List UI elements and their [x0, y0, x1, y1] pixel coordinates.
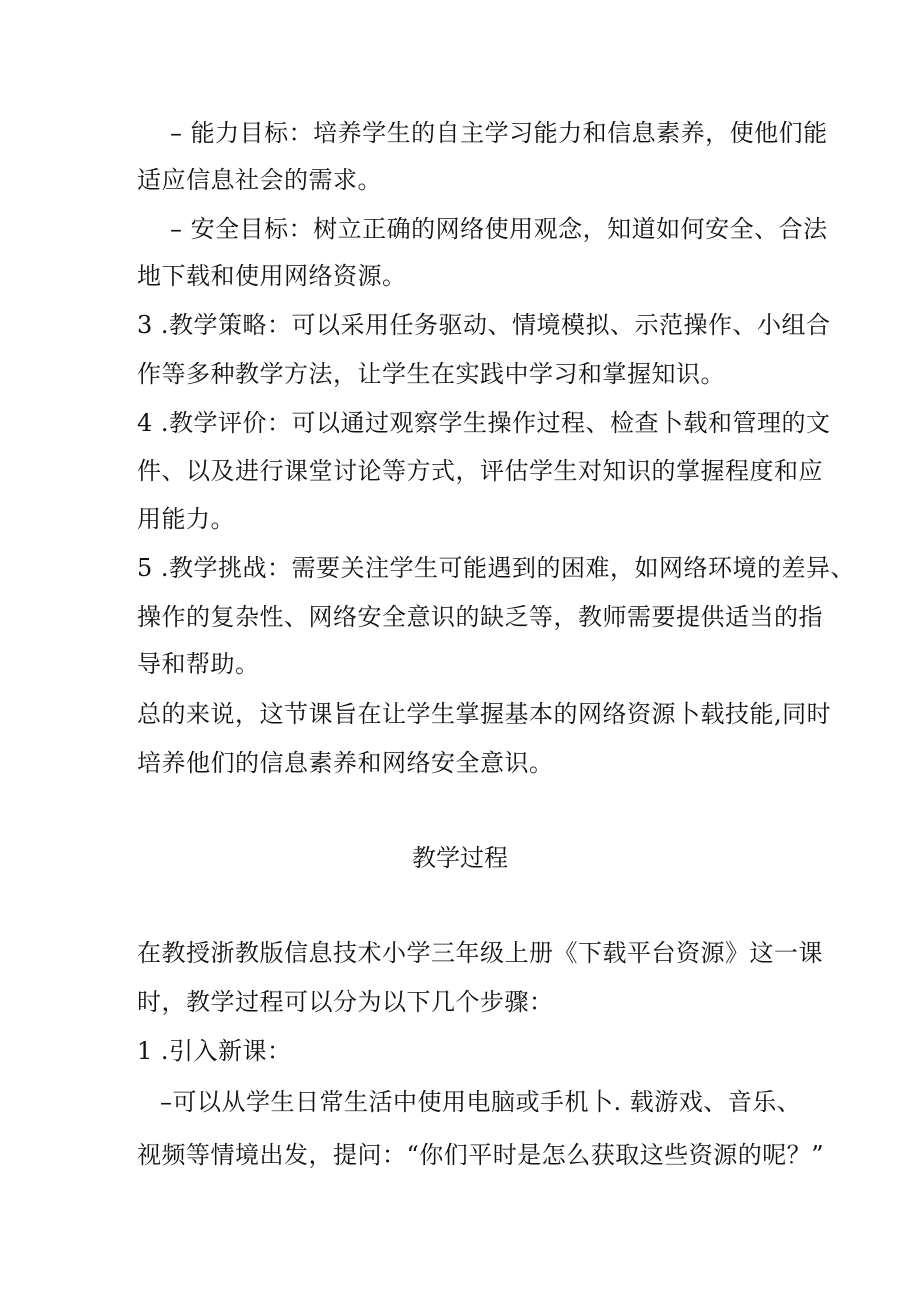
- paragraph-line: 适应信息社会的需求。: [137, 166, 382, 194]
- paragraph-line: 作等多种教学方法，让学生在实践中学习和掌握知识。: [137, 360, 725, 388]
- paragraph-line: 视频等情境出发，提问：“你们平时是怎么获取这些资源的呢？”: [137, 1141, 825, 1169]
- paragraph-line: 导和帮助。: [137, 650, 260, 678]
- paragraph-line: 5 .教学挑战：需要关注学生可能遇到的困难，如网络环境的差异、: [137, 554, 856, 582]
- paragraph-line: 4 .教学评价：可以通过观察学生操作过程、检查卜载和管理的文: [137, 409, 831, 437]
- paragraph-line: 时，教学过程可以分为以下几个步骤：: [137, 988, 554, 1016]
- paragraph-line: 用能力。: [137, 505, 235, 533]
- list-item-heading: 1 .引入新课：: [137, 1037, 292, 1065]
- paragraph-line: –可以从学生日常生活中使用电脑或手机卜. 载游戏、音乐、: [160, 1088, 802, 1116]
- paragraph-line: 3 .教学策略：可以采用任务驱动、情境模拟、示范操作、小组合: [137, 311, 831, 339]
- paragraph-line: 件、以及进行课堂讨论等方式，评估学生对知识的掌握程度和应: [137, 457, 823, 485]
- paragraph-line: 培养他们的信息素养和网络安全意识。: [137, 749, 554, 777]
- paragraph-line: – 能力目标：培养学生的自主学习能力和信息素养，使他们能: [170, 119, 828, 147]
- paragraph-line: 操作的复杂性、网络安全意识的缺乏等，教师需要提供适当的指: [137, 603, 823, 631]
- paragraph-line: 在教授浙教版信息技术小学三年级上册《下载平台资源》这一课: [137, 939, 823, 967]
- paragraph-line: 总的来说，这节课旨在让学生掌握基本的网络资源卜载技能,同时: [137, 700, 832, 728]
- section-heading: 教学过程: [412, 844, 508, 872]
- paragraph-line: – 安全目标：树立正确的网络使用观念，知道如何安全、合法: [170, 215, 828, 243]
- paragraph-line: 地下载和使用网络资源。: [137, 262, 407, 290]
